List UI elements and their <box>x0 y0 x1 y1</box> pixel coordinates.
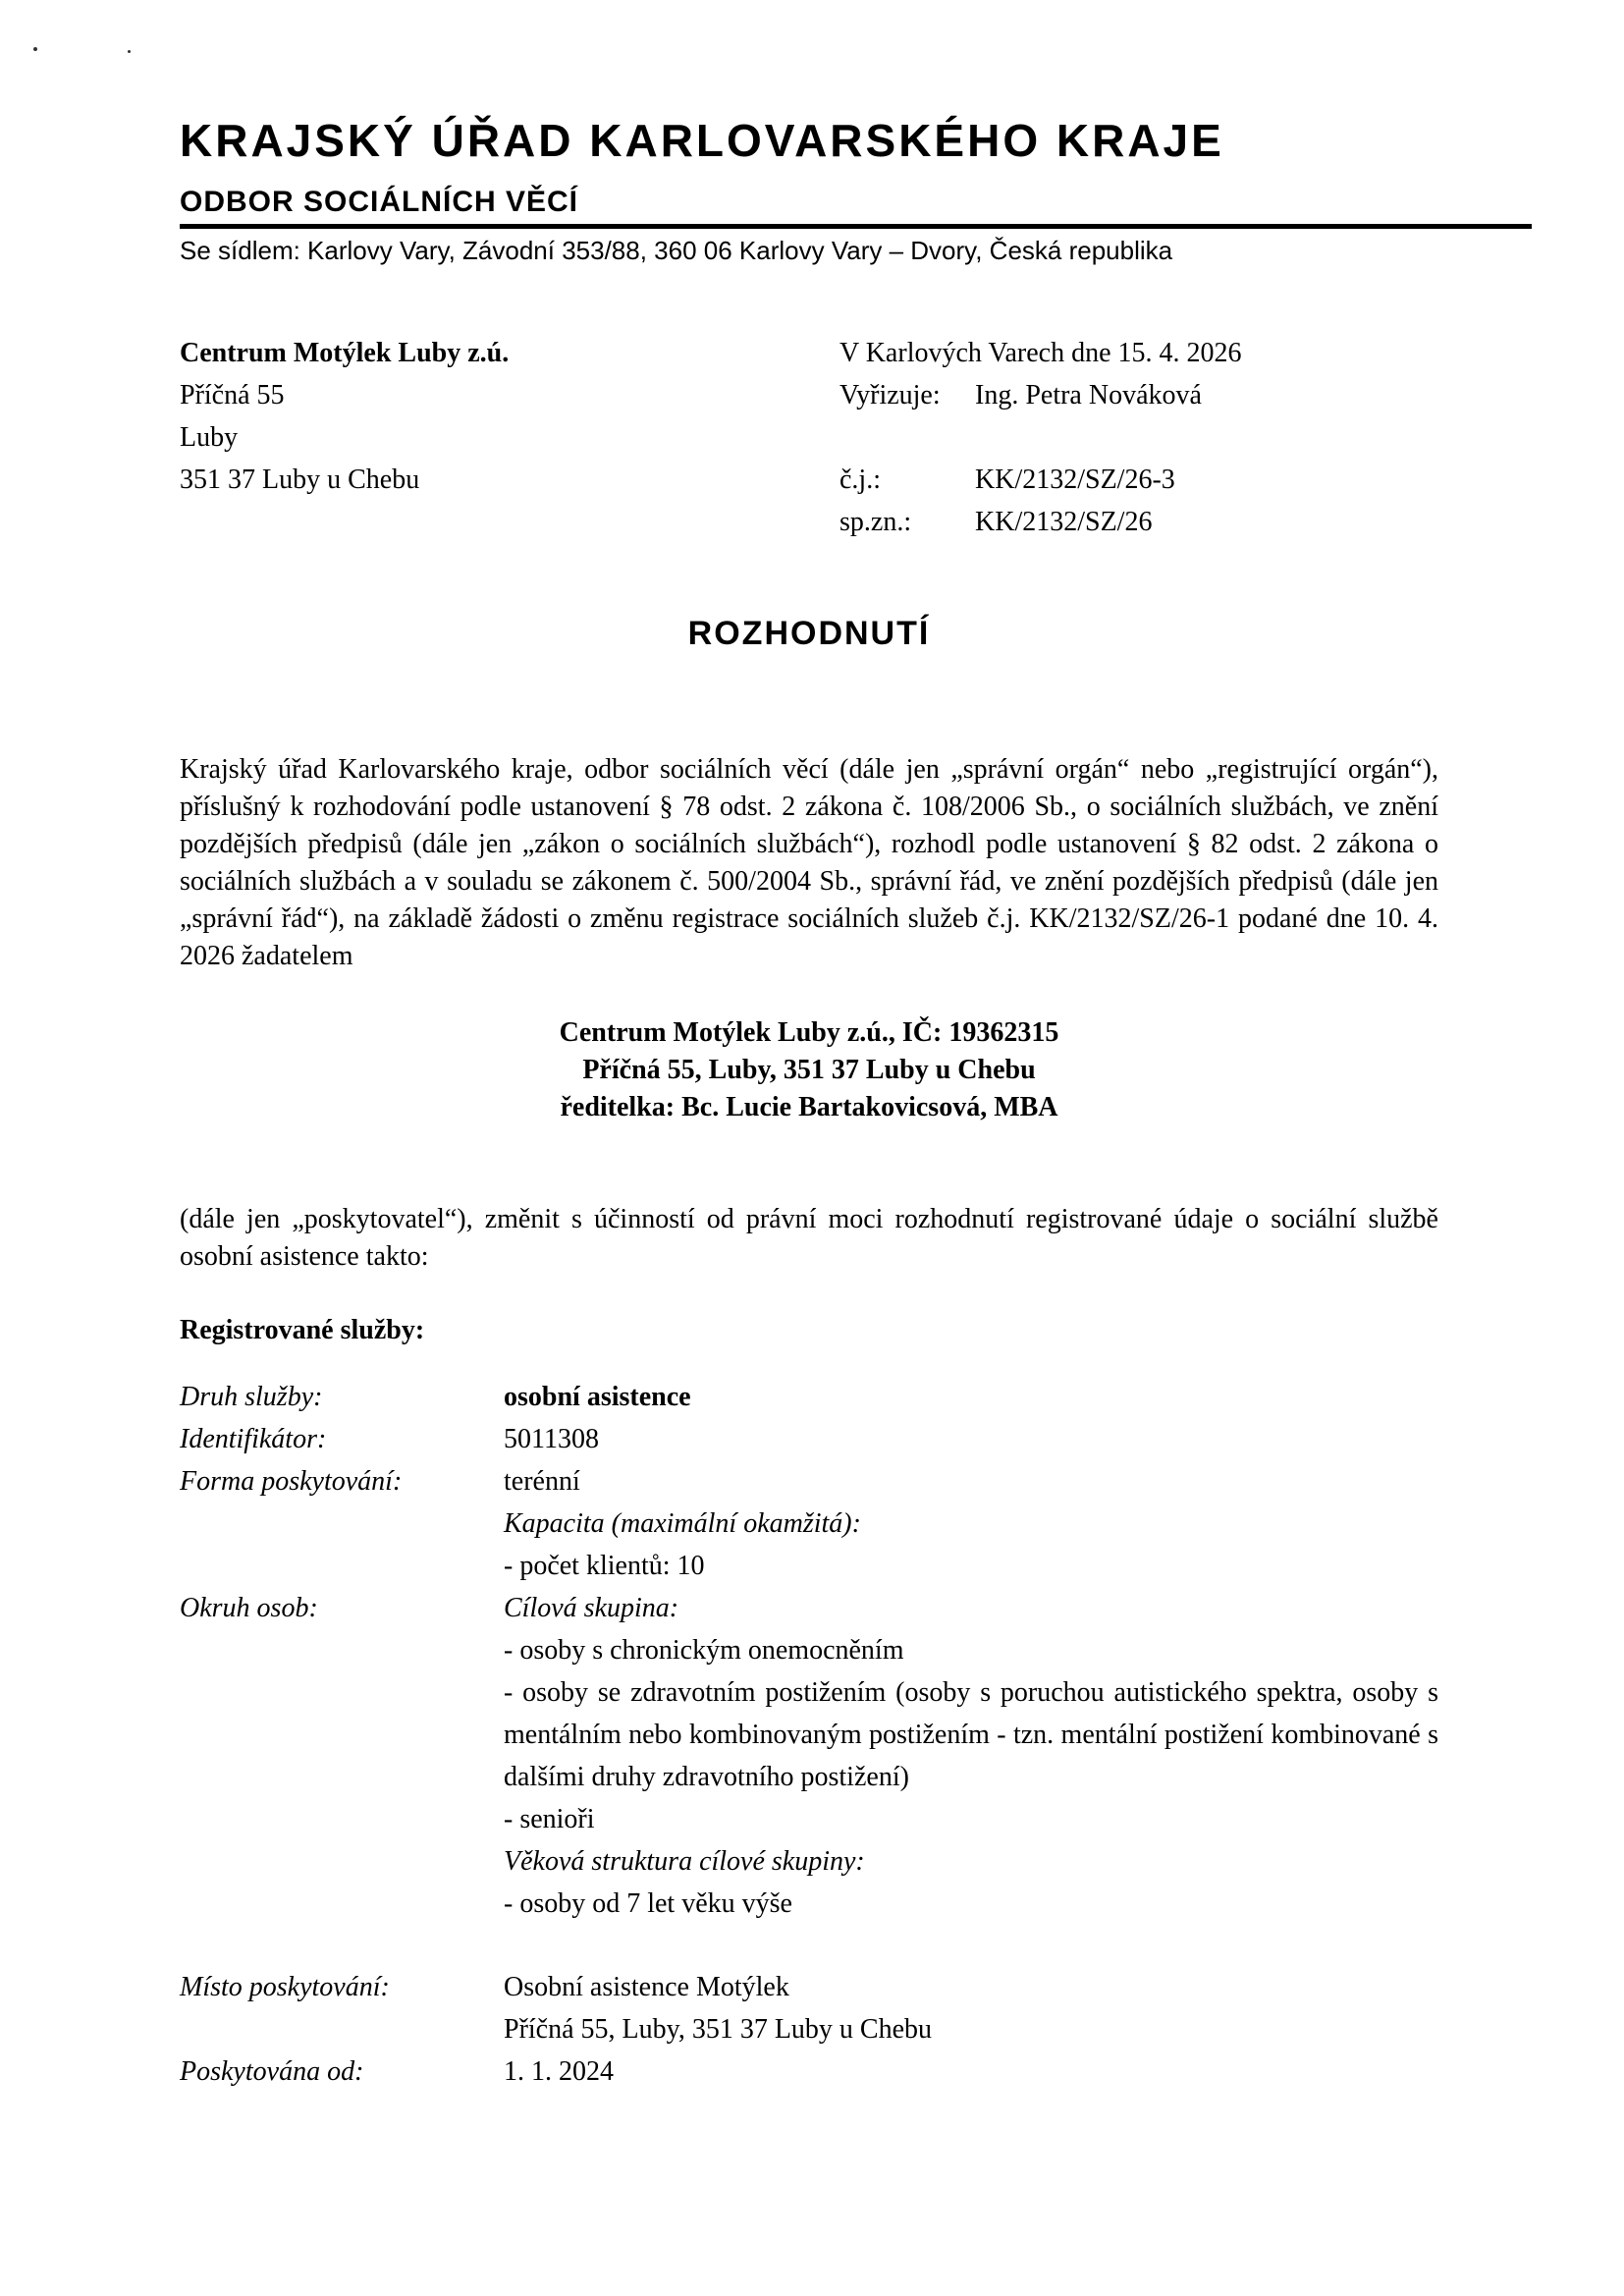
provider-block <box>180 1014 1438 1126</box>
provider-director-line: ředitelka: Bc. Lucie Bartakovicsová, MBA <box>560 1092 1058 1122</box>
row-label: Místo poskytování: <box>180 1972 390 2002</box>
reference-number-label: č.j.: <box>839 465 881 495</box>
row-value: Příčná 55, Luby, 351 37 Luby u Chebu <box>504 2014 933 2045</box>
row-value: Cílová skupina: <box>504 1593 679 1623</box>
document-title: ROZHODNUTÍ <box>687 615 931 652</box>
table-row <box>180 1545 1438 1587</box>
place-date: V Karlových Varech dne 15. 4. 2026 <box>839 338 1242 368</box>
file-number: KK/2132/SZ/26 <box>975 507 1153 537</box>
table-row <box>180 1587 1438 1629</box>
row-value: 5011308 <box>504 1424 599 1454</box>
recipient-name: Centrum Motýlek Luby z.ú. <box>180 338 510 368</box>
row-value: osobní asistence <box>504 1382 691 1412</box>
table-row <box>180 1840 1438 1883</box>
recipient-block <box>180 332 1438 501</box>
table-row <box>180 1460 1438 1503</box>
meta-spacer <box>839 416 1242 459</box>
table-row <box>180 1883 1438 1925</box>
handler-label: Vyřizuje: <box>839 380 941 410</box>
recipient-city: Luby <box>180 422 239 453</box>
row-label <box>180 1883 504 1925</box>
row-value: - počet klientů: 10 <box>504 1551 705 1581</box>
row-label: Forma poskytování: <box>180 1466 403 1497</box>
handler-row <box>839 374 1242 416</box>
registration-table <box>180 1376 1438 2093</box>
table-row <box>180 1798 1438 1840</box>
registered-services-heading: Registrované služby: <box>180 1315 425 1345</box>
table-row <box>180 1418 1438 1460</box>
file-number-label: sp.zn.: <box>839 507 912 537</box>
row-value: Kapacita (maximální okamžitá): <box>504 1508 861 1539</box>
row-label <box>180 1840 504 1883</box>
row-label: Druh služby: <box>180 1382 323 1412</box>
letterhead <box>180 116 1438 265</box>
table-row <box>180 2008 1438 2050</box>
row-label <box>180 1629 504 1671</box>
recipient-postal: 351 37 Luby u Chebu <box>180 465 420 495</box>
provider-address-line: Příčná 55, Luby, 351 37 Luby u Chebu <box>582 1055 1036 1085</box>
meta-block <box>839 332 1242 543</box>
table-row <box>180 1671 1438 1798</box>
row-label: Okruh osob: <box>180 1593 318 1623</box>
office-seat: Se sídlem: Karlovy Vary, Závodní 353/88, 360 06 Karlovy Vary – Dvory, Česká republika <box>180 236 1173 265</box>
reference-number: KK/2132/SZ/26-3 <box>975 465 1175 495</box>
handler-name: Ing. Petra Nováková <box>975 380 1202 410</box>
row-value: - senioři <box>504 1804 595 1834</box>
row-value: Věková struktura cílové skupiny: <box>504 1846 865 1877</box>
reference-number-row <box>839 459 1242 501</box>
address-meta-block <box>180 332 1438 543</box>
row-label <box>180 1503 504 1545</box>
row-label <box>180 2008 504 2050</box>
scan-speck <box>33 47 37 51</box>
row-label <box>180 1545 504 1587</box>
row-label <box>180 1671 504 1798</box>
provider-name-line: Centrum Motýlek Luby z.ú., IČ: 19362315 <box>559 1017 1059 1048</box>
header-rule <box>180 224 1532 229</box>
table-row <box>180 1376 1438 1418</box>
intro-paragraph: Krajský úřad Karlovarského kraje, odbor sociálních věcí (dále jen „správní orgán“ nebo „registrující orgán“), příslušný k rozhodování podle ustanovení § 78 odst. 2 zákona č. 108/2006 Sb., o sociálních službách, ve znění pozdějších předpisů (dále jen „zákon o sociálních službách“), rozhodl podle ustanovení § 82 odst. 2 zákona o sociálních službách a v souladu se zákonem č. 500/2004 Sb., správní řád, ve znění pozdějších předpisů (dále jen „správní řád“), na základě žádosti o změnu registrace sociálních služeb č.j. KK/2132/SZ/26-1 podané dne 10. 4. 2026 žadatelem <box>180 754 1438 971</box>
recipient-street: Příčná 55 <box>180 380 285 410</box>
office-name: KRAJSKÝ ÚŘAD KARLOVARSKÉHO KRAJE <box>180 115 1224 166</box>
row-label: Identifikátor: <box>180 1424 327 1454</box>
row-value: Osobní asistence Motýlek <box>504 1972 789 2002</box>
row-value: - osoby se zdravotním postižením (osoby s poruchou autistického spektra, osoby s mentálním nebo kombinovaným postižením - tzn. mentální postižení kombinované s dalšími druhy zdravotního postižení) <box>504 1677 1438 1792</box>
row-label: Poskytována od: <box>180 2056 364 2087</box>
table-row <box>180 1503 1438 1545</box>
row-value: - osoby od 7 let věku výše <box>504 1888 792 1919</box>
row-value: terénní <box>504 1466 580 1497</box>
scan-speck <box>128 50 131 53</box>
change-paragraph: (dále jen „poskytovatel“), změnit s účinností od právní moci rozhodnutí registrované údaje o sociální službě osobní asistence takto: <box>180 1204 1438 1272</box>
row-value: 1. 1. 2024 <box>504 2056 614 2087</box>
department-name: ODBOR SOCIÁLNÍCH VĚCÍ <box>180 186 579 218</box>
row-value: - osoby s chronickým onemocněním <box>504 1635 904 1666</box>
table-row <box>180 2050 1438 2093</box>
table-row <box>180 1966 1438 2008</box>
file-number-row <box>839 501 1242 543</box>
table-row <box>180 1629 1438 1671</box>
row-label <box>180 1798 504 1840</box>
